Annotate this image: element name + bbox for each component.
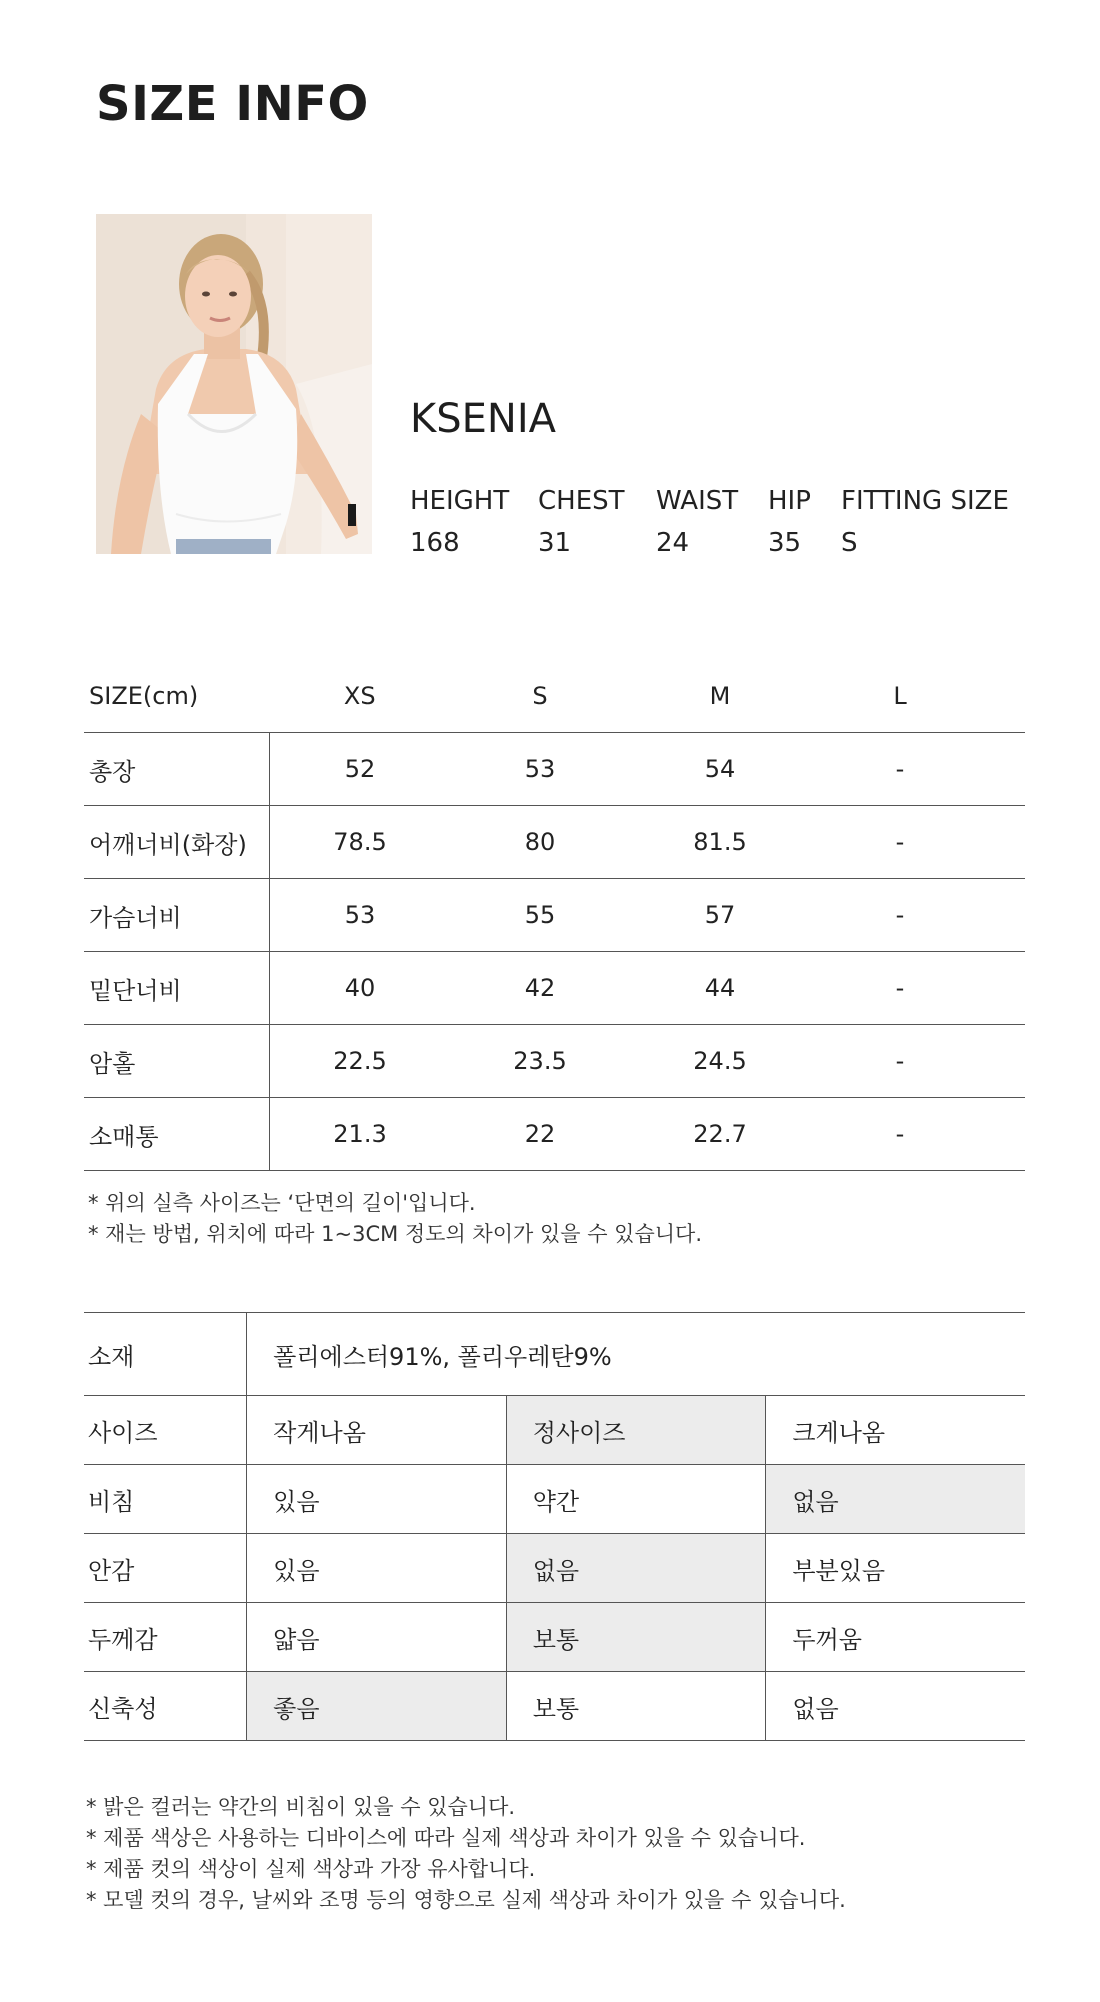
size-cell: 23.5	[450, 1025, 630, 1098]
stat-value-hip: 35	[768, 528, 802, 558]
model-photo	[96, 214, 372, 554]
size-cell: 22.5	[270, 1025, 451, 1098]
stat-value-chest: 31	[538, 528, 572, 558]
model-name: KSENIA	[410, 396, 556, 442]
attribute-row	[84, 1396, 1025, 1465]
size-cell: -	[810, 733, 990, 806]
attribute-option: 정사이즈	[506, 1396, 766, 1465]
size-cell: 22.7	[630, 1098, 810, 1171]
attribute-row	[84, 1603, 1025, 1672]
stat-value-waist: 24	[656, 528, 690, 558]
attribute-option: 부분있음	[766, 1534, 1025, 1603]
attribute-option: 없음	[766, 1672, 1025, 1741]
size-cell: 81.5	[630, 806, 810, 879]
table-row	[84, 1098, 1025, 1171]
size-cell: 24.5	[630, 1025, 810, 1098]
size-cell: 80	[450, 806, 630, 879]
size-cell: 54	[630, 733, 810, 806]
stat-label-height: HEIGHT	[410, 486, 510, 516]
size-cell: 53	[270, 879, 451, 952]
size-row-label: 가슴너비	[84, 879, 270, 952]
table-row	[84, 879, 1025, 952]
size-notes	[88, 1188, 702, 1250]
size-cell: -	[810, 806, 990, 879]
size-cell: -	[810, 879, 990, 952]
attribute-label: 신축성	[88, 1694, 158, 1723]
size-cell: -	[810, 1025, 990, 1098]
attribute-row	[84, 1465, 1025, 1534]
material-label: 소재	[88, 1342, 135, 1371]
stat-value-height: 168	[410, 528, 460, 558]
attribute-option: 없음	[766, 1465, 1025, 1534]
stat-label-fitting-size: FITTING SIZE	[841, 486, 1009, 516]
size-cell: 57	[630, 879, 810, 952]
attribute-label: 안감	[88, 1556, 135, 1585]
attribute-option: 보통	[506, 1603, 766, 1672]
size-cell: 44	[630, 952, 810, 1025]
size-row-label: 총장	[84, 733, 270, 806]
attribute-option: 있음	[247, 1465, 507, 1534]
size-header-m: M	[709, 682, 731, 710]
note-line: * 밝은 컬러는 약간의 비침이 있을 수 있습니다.	[86, 1795, 516, 1819]
size-row-label: 소매통	[84, 1098, 270, 1171]
attribute-option: 보통	[506, 1672, 766, 1741]
note-line: * 제품 색상은 사용하는 디바이스에 따라 실제 색상과 차이가 있을 수 있습니다.	[86, 1826, 806, 1850]
size-row-label: 밑단너비	[84, 952, 270, 1025]
attribute-option: 크게나옴	[766, 1396, 1025, 1465]
attribute-option: 약간	[506, 1465, 766, 1534]
attribute-option: 작게나옴	[247, 1396, 507, 1465]
note-line: * 제품 컷의 색상이 실제 색상과 가장 유사합니다.	[86, 1857, 536, 1881]
attribute-row	[84, 1672, 1025, 1741]
attribute-row	[84, 1534, 1025, 1603]
stat-label-waist: WAIST	[656, 486, 739, 516]
size-header-l: L	[893, 682, 907, 710]
size-cell: 53	[450, 733, 630, 806]
color-notes	[86, 1792, 846, 1916]
size-row-label: 어깨너비(화장)	[84, 806, 270, 879]
table-row	[84, 806, 1025, 879]
attribute-option: 두꺼움	[766, 1603, 1025, 1672]
stat-label-chest: CHEST	[538, 486, 625, 516]
material-table	[84, 1312, 1025, 1741]
table-row	[84, 1025, 1025, 1098]
attribute-label: 사이즈	[88, 1418, 158, 1447]
size-header-xs: XS	[343, 682, 376, 710]
size-cell: 22	[450, 1098, 630, 1171]
size-note: * 위의 실측 사이즈는 ‘단면의 길이'입니다.	[88, 1191, 476, 1215]
size-cell: 42	[450, 952, 630, 1025]
size-cell: 40	[270, 952, 451, 1025]
size-cell: 78.5	[270, 806, 451, 879]
page-title: SIZE INFO	[96, 76, 369, 132]
attribute-option: 얇음	[247, 1603, 507, 1672]
size-table	[84, 660, 1025, 1171]
size-cell: -	[810, 1098, 990, 1171]
size-row-label: 암홀	[84, 1025, 270, 1098]
size-cell: 21.3	[270, 1098, 451, 1171]
table-row	[84, 952, 1025, 1025]
size-cell: 55	[450, 879, 630, 952]
attribute-option: 없음	[506, 1534, 766, 1603]
table-row	[84, 733, 1025, 806]
material-value: 폴리에스터91%, 폴리우레탄9%	[247, 1313, 1025, 1396]
stat-label-hip: HIP	[768, 486, 811, 516]
size-header-s: S	[532, 682, 548, 710]
attribute-label: 비침	[88, 1487, 135, 1516]
size-table-header	[84, 660, 1025, 733]
size-cell: 52	[270, 733, 451, 806]
attribute-option: 좋음	[247, 1672, 507, 1741]
size-note: * 재는 방법, 위치에 따라 1~3CM 정도의 차이가 있을 수 있습니다.	[88, 1222, 702, 1246]
attribute-option: 있음	[247, 1534, 507, 1603]
note-line: * 모델 컷의 경우, 날씨와 조명 등의 영향으로 실제 색상과 차이가 있을 수 있습니다.	[86, 1888, 846, 1912]
stat-value-fitting-size: S	[841, 528, 858, 558]
attribute-label: 두께감	[88, 1625, 158, 1654]
size-header-label: SIZE(cm)	[89, 682, 199, 710]
material-row	[84, 1313, 1025, 1396]
size-cell: -	[810, 952, 990, 1025]
